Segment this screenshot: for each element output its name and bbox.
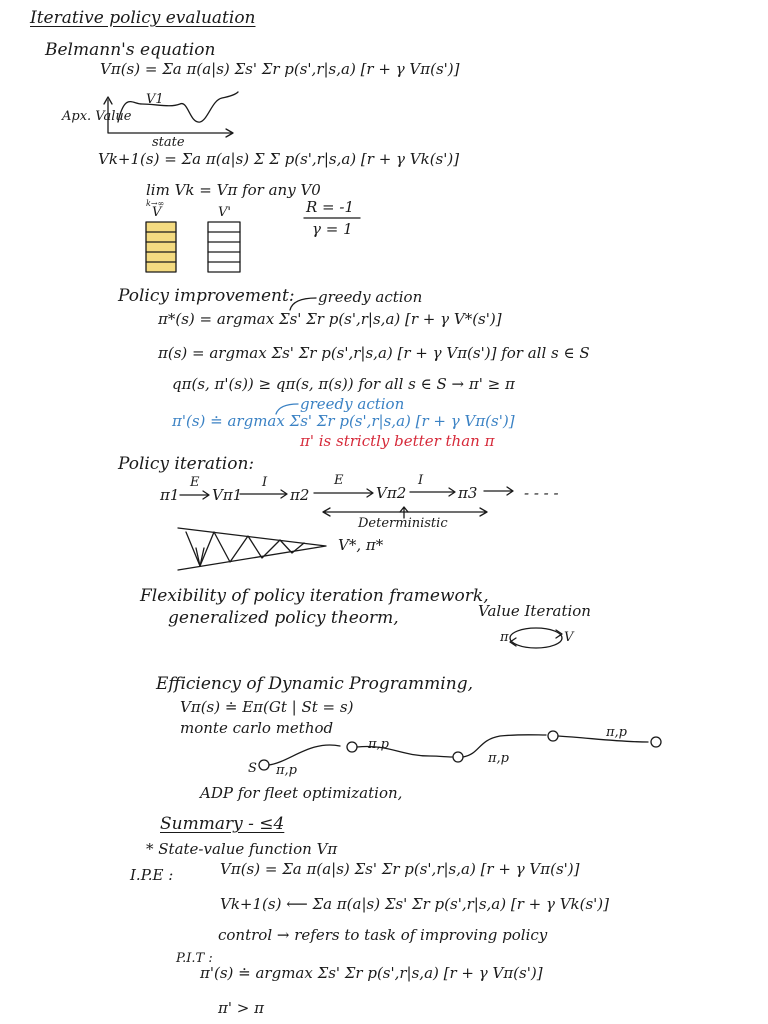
graph-x-label: state: [152, 135, 185, 150]
improvement-theorem: qπ(s, π'(s)) ≥ qπ(s, π(s)) for all s ∈ S → π' ≥ π: [172, 375, 515, 393]
deterministic-label: Deterministic: [358, 516, 448, 531]
strictly-better-note: π' is strictly better than π: [300, 432, 495, 450]
control-note: control → refers to task of improving policy: [218, 926, 548, 944]
chain-pi1: π1: [160, 486, 180, 504]
chain-label-e2: E: [334, 473, 344, 488]
grid-v-label: V: [152, 205, 162, 220]
iterative-update-equation: Vk+1(s) = Σa π(a|s) Σ Σ p(s',r|s,a) [r + γ Vk(s')]: [98, 150, 460, 168]
trajectory-label-1: π,p: [276, 763, 297, 778]
greedy-action-note-blue: greedy action: [300, 395, 405, 413]
new-policy-equation: π'(s) ≐ argmax Σs' Σr p(s',r|s,a) [r + γ Vπ(s')]: [172, 412, 515, 430]
ipe-label: I.P.E :: [130, 866, 174, 884]
trajectory-start-label: S: [248, 761, 257, 776]
page-title: Iterative policy evaluation: [30, 8, 256, 28]
value-iteration-label: Value Iteration: [478, 602, 591, 620]
efficiency-heading: Efficiency of Dynamic Programming,: [156, 674, 473, 694]
trajectory-label-3: π,p: [488, 751, 509, 766]
ipe-update-equation: Vk+1(s) ⟵ Σa π(a|s) Σs' Σr p(s',r|s,a) [r + γ Vk(s')]: [220, 895, 610, 913]
converged-label: V*, π*: [338, 536, 384, 554]
bellman-equation: Vπ(s) = Σa π(a|s) Σs' Σr p(s',r|s,a) [r + γ Vπ(s')]: [100, 60, 460, 78]
ipe-equation: Vπ(s) = Σa π(a|s) Σs' Σr p(s',r|s,a) [r + γ Vπ(s')]: [220, 860, 580, 878]
gamma-label: γ = 1: [312, 220, 353, 238]
pit-equation: π'(s) ≐ argmax Σs' Σr p(s',r|s,a) [r + γ Vπ(s')]: [200, 964, 543, 982]
improvement-heading: Policy improvement:: [118, 286, 295, 306]
chain-vpi2: Vπ2: [376, 484, 407, 502]
adp-note: ADP for fleet optimization,: [200, 784, 403, 802]
chain-pi3: π3: [458, 484, 478, 502]
trajectory-label-2: π,p: [368, 737, 389, 752]
summary-heading: Summary - ≤4: [160, 814, 285, 834]
limit-statement: lim Vk = Vπ for any V0: [146, 181, 321, 199]
greedy-policy-equation: π(s) = argmax Σs' Σr p(s',r|s,a) [r + γ Vπ(s')] for all s ∈ S: [158, 344, 590, 362]
trajectory-label-4: π,p: [606, 725, 627, 740]
grid-vprime-label: V': [218, 205, 231, 220]
greedy-action-note: greedy action: [318, 288, 423, 306]
flexibility-line-2: generalized policy theorm,: [168, 608, 399, 628]
state-value-function-note: * State-value function Vπ: [146, 840, 338, 858]
iteration-heading: Policy iteration:: [118, 454, 255, 474]
pit-label: P.I.T :: [176, 951, 213, 966]
chain-label-i2: I: [418, 473, 424, 488]
chain-label-i1: I: [262, 475, 268, 490]
flexibility-line-1: Flexibility of policy iteration framework,: [140, 586, 489, 606]
expected-return-equation: Vπ(s) ≐ Eπ(Gt | St = s): [180, 698, 354, 716]
chain-pi2: π2: [290, 486, 310, 504]
pit-result: π' > π: [218, 999, 264, 1017]
chain-ellipsis: - - - -: [524, 484, 559, 502]
monte-carlo-label: monte carlo method: [180, 719, 334, 737]
cycle-v-label: V: [564, 630, 574, 645]
cycle-pi-label: π: [500, 630, 509, 645]
chain-label-e1: E: [190, 475, 200, 490]
graph-y-label: Apx. Value: [62, 109, 132, 124]
graph-curve-label: V1: [146, 92, 164, 107]
reward-label: R = -1: [306, 198, 355, 216]
optimal-policy-equation: π*(s) = argmax Σs' Σr p(s',r|s,a) [r + γ V*(s')]: [158, 310, 502, 328]
limit-subscript: k→∞: [146, 199, 165, 208]
chain-vpi1: Vπ1: [212, 486, 243, 504]
bellman-heading: Belmann's equation: [45, 40, 216, 60]
